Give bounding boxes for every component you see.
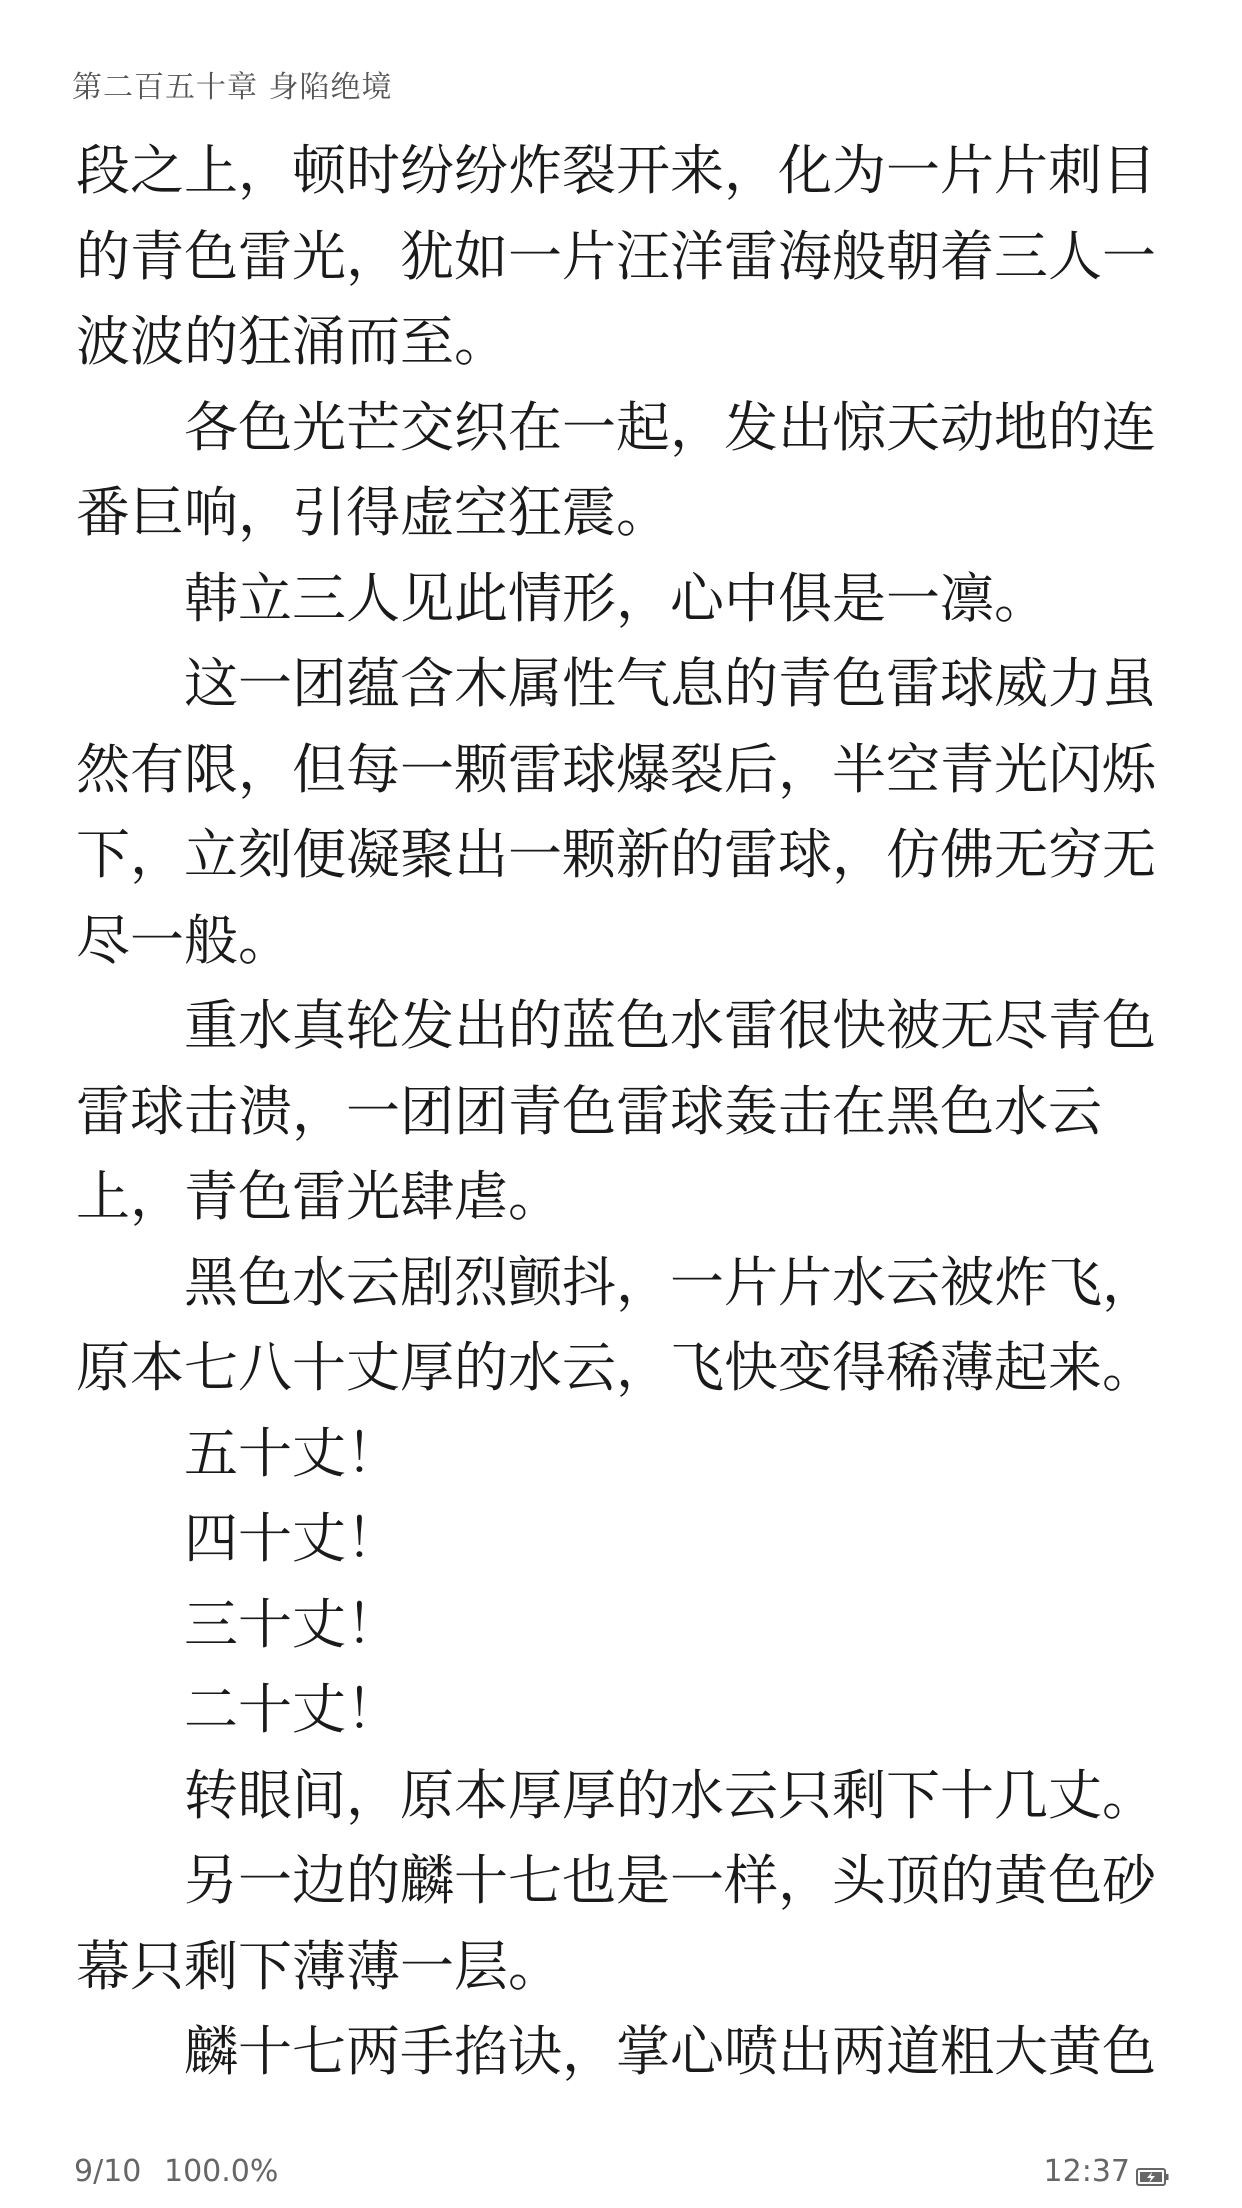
text-line: 波波的狂涌而至。 — [76, 310, 508, 373]
text-line: 然有限，但每一颗雷球爆裂后，半空青光闪烁 — [76, 737, 1156, 801]
reading-progress: 100.0% — [164, 2154, 279, 2189]
clock: 12:37 — [1043, 2154, 1130, 2189]
page-indicator: 9/10 — [74, 2154, 142, 2189]
text-line: 黑色水云剧烈颤抖，一片片水云被炸飞， — [184, 1250, 1156, 1314]
text-line: 另一边的麟十七也是一样，头顶的黄色砂 — [184, 1849, 1156, 1912]
text-line: 四十丈！ — [184, 1507, 400, 1570]
text-line: 原本七八十丈厚的水云，飞快变得稀薄起来。 — [76, 1336, 1156, 1399]
reader-text-area[interactable] — [76, 128, 1176, 2095]
text-line: 的青色雷光，犹如一片汪洋雷海般朝着三人一 — [76, 224, 1156, 288]
reader-status-bar — [0, 2150, 1242, 2194]
battery-charging-icon — [1136, 2160, 1170, 2180]
text-line: 番巨响，引得虚空狂震。 — [76, 481, 670, 544]
text-line: 雷球击溃，一团团青色雷球轰击在黑色水云 — [76, 1079, 1102, 1143]
text-line: 下，立刻便凝聚出一颗新的雷球，仿佛无穷无 — [76, 823, 1156, 886]
text-line: 韩立三人见此情形，心中俱是一凛。 — [184, 566, 1048, 630]
text-line: 各色光芒交织在一起，发出惊天动地的连 — [184, 395, 1156, 459]
text-line: 段之上，顿时纷纷炸裂开来，化为一片片刺目 — [76, 139, 1156, 202]
text-line: 三十丈！ — [184, 1592, 400, 1656]
text-line: 幕只剩下薄薄一层。 — [76, 1934, 562, 1998]
text-line: 这一团蕴含木属性气息的青色雷球威力虽 — [184, 652, 1156, 715]
text-line: 转眼间，原本厚厚的水云只剩下十几丈。 — [184, 1763, 1156, 1827]
text-line: 重水真轮发出的蓝色水雷很快被无尽青色 — [184, 994, 1156, 1057]
text-line: 麟十七两手掐诀，掌心喷出两道粗大黄色 — [184, 2020, 1156, 2083]
chapter-title: 第二百五十章 身陷绝境 — [72, 70, 393, 105]
text-line: 上，青色雷光肆虐。 — [76, 1165, 562, 1228]
text-line: 五十丈！ — [184, 1421, 400, 1485]
text-line: 尽一般。 — [76, 908, 292, 972]
text-line: 二十丈！ — [184, 1678, 400, 1741]
